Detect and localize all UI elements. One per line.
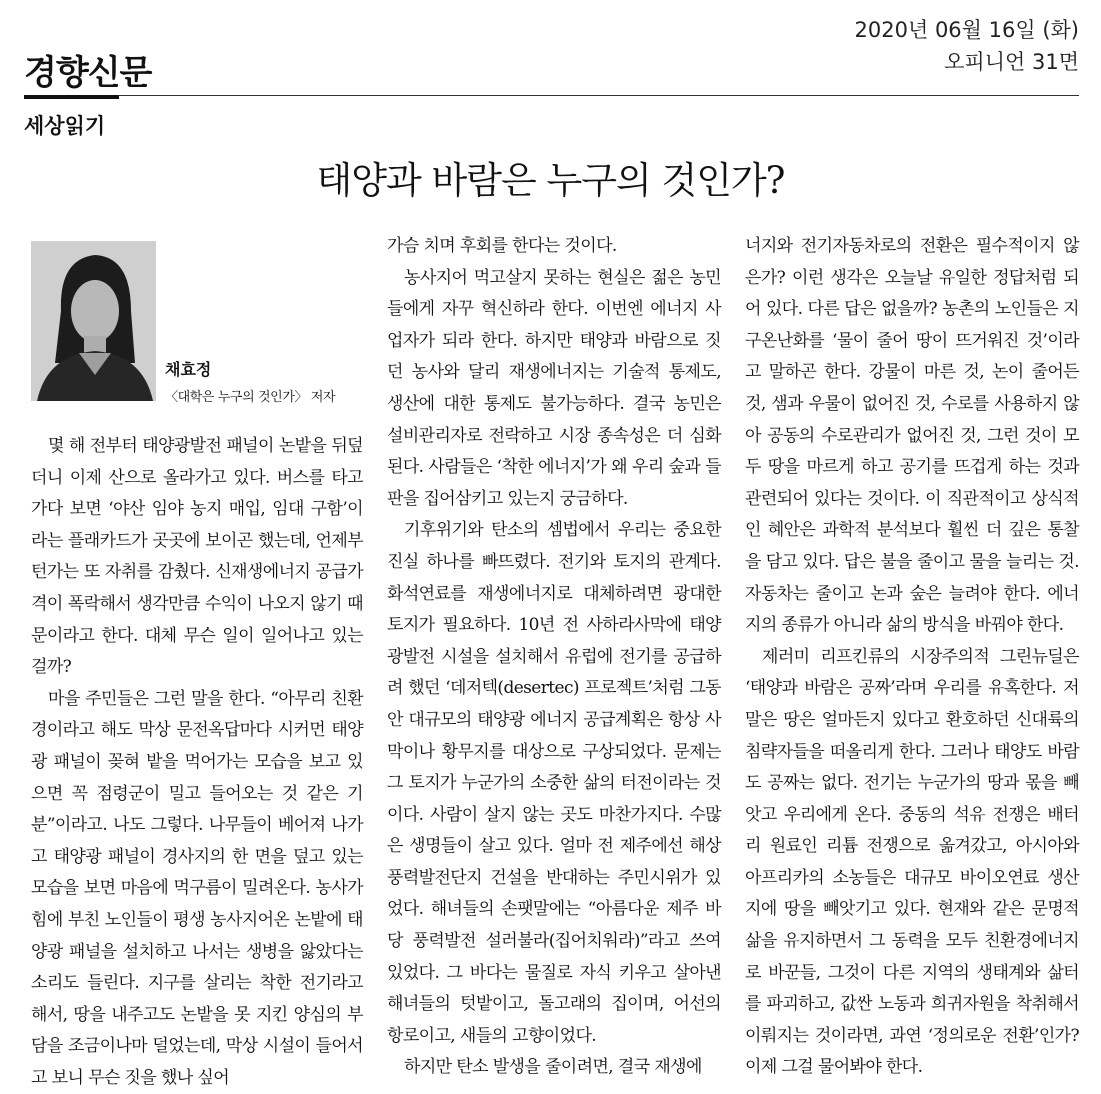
article-column-2 (387, 231, 721, 1084)
article-paragraph: 몇 해 전부터 태양광발전 패널이 논밭을 뒤덮더니 이제 산으로 올라가고 있다. 버스를 타고 가다 보면 ‘야산 임야 농지 매입, 임대 구함’이라는 플래카드가 곳곳에 보이곤 했는데, 언제부턴가는 또 자취를 감췄다. 신재생에너지 공급가격이 폭락해서 생각만큼 수익이 나오지 않기 때문이라고 한다. 대체 무슨 일이 일어나고 있는 걸까? (31, 436, 363, 678)
dateline (855, 14, 1079, 78)
article-column-1 (31, 431, 363, 1094)
article-paragraph: 가슴 치며 후회를 한다는 것이다. (387, 236, 617, 256)
article-paragraph: 제러미 리프킨류의 시장주의적 그린뉴딜은 ‘태양과 바람은 공짜’라며 우리를 유혹한다. 저 말은 땅은 얼마든지 있다고 환호하던 신대륙의 침략자들을 떠올리게 한다. 그러나 태양도 바람도 공짜는 없다. 전기는 누군가의 땅과 몫을 빼앗고 우리에게 온다. 중동의 석유 전쟁은 배터리 원료인 리튬 전쟁으로 옮겨갔고, 아시아와 아프리카의 소농들은 대규모 바이오연료 생산지에 땅을 빼앗기고 있다. 현재와 같은 문명적 삶을 유지하면서 그 동력을 모두 친환경에너지로 바꾼들, 그것이 다른 지역의 생태계와 삶터를 파괴하고, 값싼 노동과 희귀자원을 착취해서 이뤄지는 것이라면, 과연 ‘정의로운 전환’인가? 이제 그걸 물어봐야 한다. (745, 646, 1079, 1078)
author-name: 채효정 (165, 360, 212, 379)
article-paragraph: 하지만 탄소 발생을 줄이려면, 결국 재생에 (404, 1057, 702, 1078)
article-headline: 태양과 바람은 누구의 것인가? (316, 159, 785, 202)
page-number: 오피니언 31면 (944, 50, 1079, 74)
section-accent-bar (24, 95, 119, 99)
article-paragraph: 기후위기와 탄소의 셈법에서 우리는 중요한 진실 하나를 빠뜨렸다. 전기와 토지의 관계다. 화석연료를 재생에너지로 대체하려면 광대한 토지가 필요하다. 10년 전 사하라사막에 태양광발전 시설을 설치해서 유럽에 전기를 공급하려 했던 ‘데저텍(desertec) 프로젝트’처럼 그동안 대규모의 태양광 에너지 공급계획은 항상 사막이나 황무지를 대상으로 구상되었다. 문제는 그 토지가 누군가의 소중한 삶의 터전이라는 것이다. 사람이 살지 않는 곳도 마찬가지다. 수많은 생명들이 살고 있다. 얼마 전 제주에선 해상풍력발전단지 건설을 반대하는 주민시위가 있었다. 해녀들의 손팻말에는 “아름다운 제주 바당 풍력발전 설러불라(집어치워라)”라고 쓰여 있었다. 그 바다는 물질로 자식 키우고 살아낸 해녀들의 텃밭이고, 돌고래의 집이며, 어선의 항로이고, 새들의 고향이었다. (387, 520, 721, 1046)
article-paragraph: 너지와 전기자동차로의 전환은 필수적이지 않은가? 이런 생각은 오늘날 유일한 정답처럼 되어 있다. 다른 답은 없을까? 농촌의 노인들은 지구온난화를 ‘물이 줄어 땅이 뜨거워진 것’이라고 말하곤 한다. 강물이 마른 것, 논이 줄어든 것, 샘과 우물이 없어진 것, 수로를 사용하지 않아 공동의 수로관리가 없어진 것, 그런 것이 모두 땅을 마르게 하고 공기를 뜨겁게 하는 것과 관련되어 있다는 것이다. 이 직관적이고 상식적인 혜안은 과학적 분석보다 훨씬 더 깊은 통찰을 담고 있다. 답은 불을 줄이고 물을 늘리는 것. 자동차는 줄이고 논과 숲은 늘려야 한다. 에너지의 종류가 아니라 삶의 방식을 바꿔야 한다. (745, 236, 1079, 636)
article-paragraph: 마을 주민들은 그런 말을 한다. “아무리 친환경이라고 해도 막상 문전옥답마다 시커먼 태양광 패널이 꽂혀 밭을 먹어가는 모습을 보고 있으면 꼭 점령군이 밀고 들어오는 것 같은 기분”이라고. 나도 그렇다. 나무들이 베어져 나가고 태양광 패널이 경사지의 한 면을 덮고 있는 모습을 보면 마음에 먹구름이 밀려온다. 농사가 힘에 부친 노인들이 평생 농사지어온 논밭에 태양광 패널을 설치하고 나서는 생병을 앓았다는 소리도 들린다. 지구를 살리는 착한 전기라고 해서, 땅을 내주고도 논밭을 못 지킨 양심의 부담을 조금이나마 덜었는데, 막상 시설이 들어서고 보니 무슨 짓을 했나 싶어 (31, 688, 363, 1088)
publication-date: 2020년 06월 16일 (화) (854, 18, 1079, 42)
column-section-label: 세상읽기 (24, 114, 106, 138)
newspaper-masthead: 경향신문 (24, 53, 152, 93)
header-divider (24, 95, 1079, 96)
author-portrait-icon (31, 241, 156, 401)
article-column-3 (745, 231, 1079, 1084)
author-title: 〈대학은 누구의 것인가〉 저자 (165, 390, 336, 405)
author-byline (165, 357, 335, 405)
article-paragraph: 농사지어 먹고살지 못하는 현실은 젊은 농민들에게 자꾸 혁신하라 한다. 이번엔 에너지 사업자가 되라 한다. 하지만 태양과 바람으로 짓던 농사와 달리 재생에너지는 기술적 통제도, 생산에 대한 통제도 불가능하다. 결국 농민은 설비관리자로 전락하고 시장 종속성은 더 심화된다. 사람들은 ‘착한 에너지’가 왜 우리 숲과 들판을 집어삼키고 있는지 궁금하다. (387, 267, 721, 509)
author-photo (31, 241, 156, 401)
